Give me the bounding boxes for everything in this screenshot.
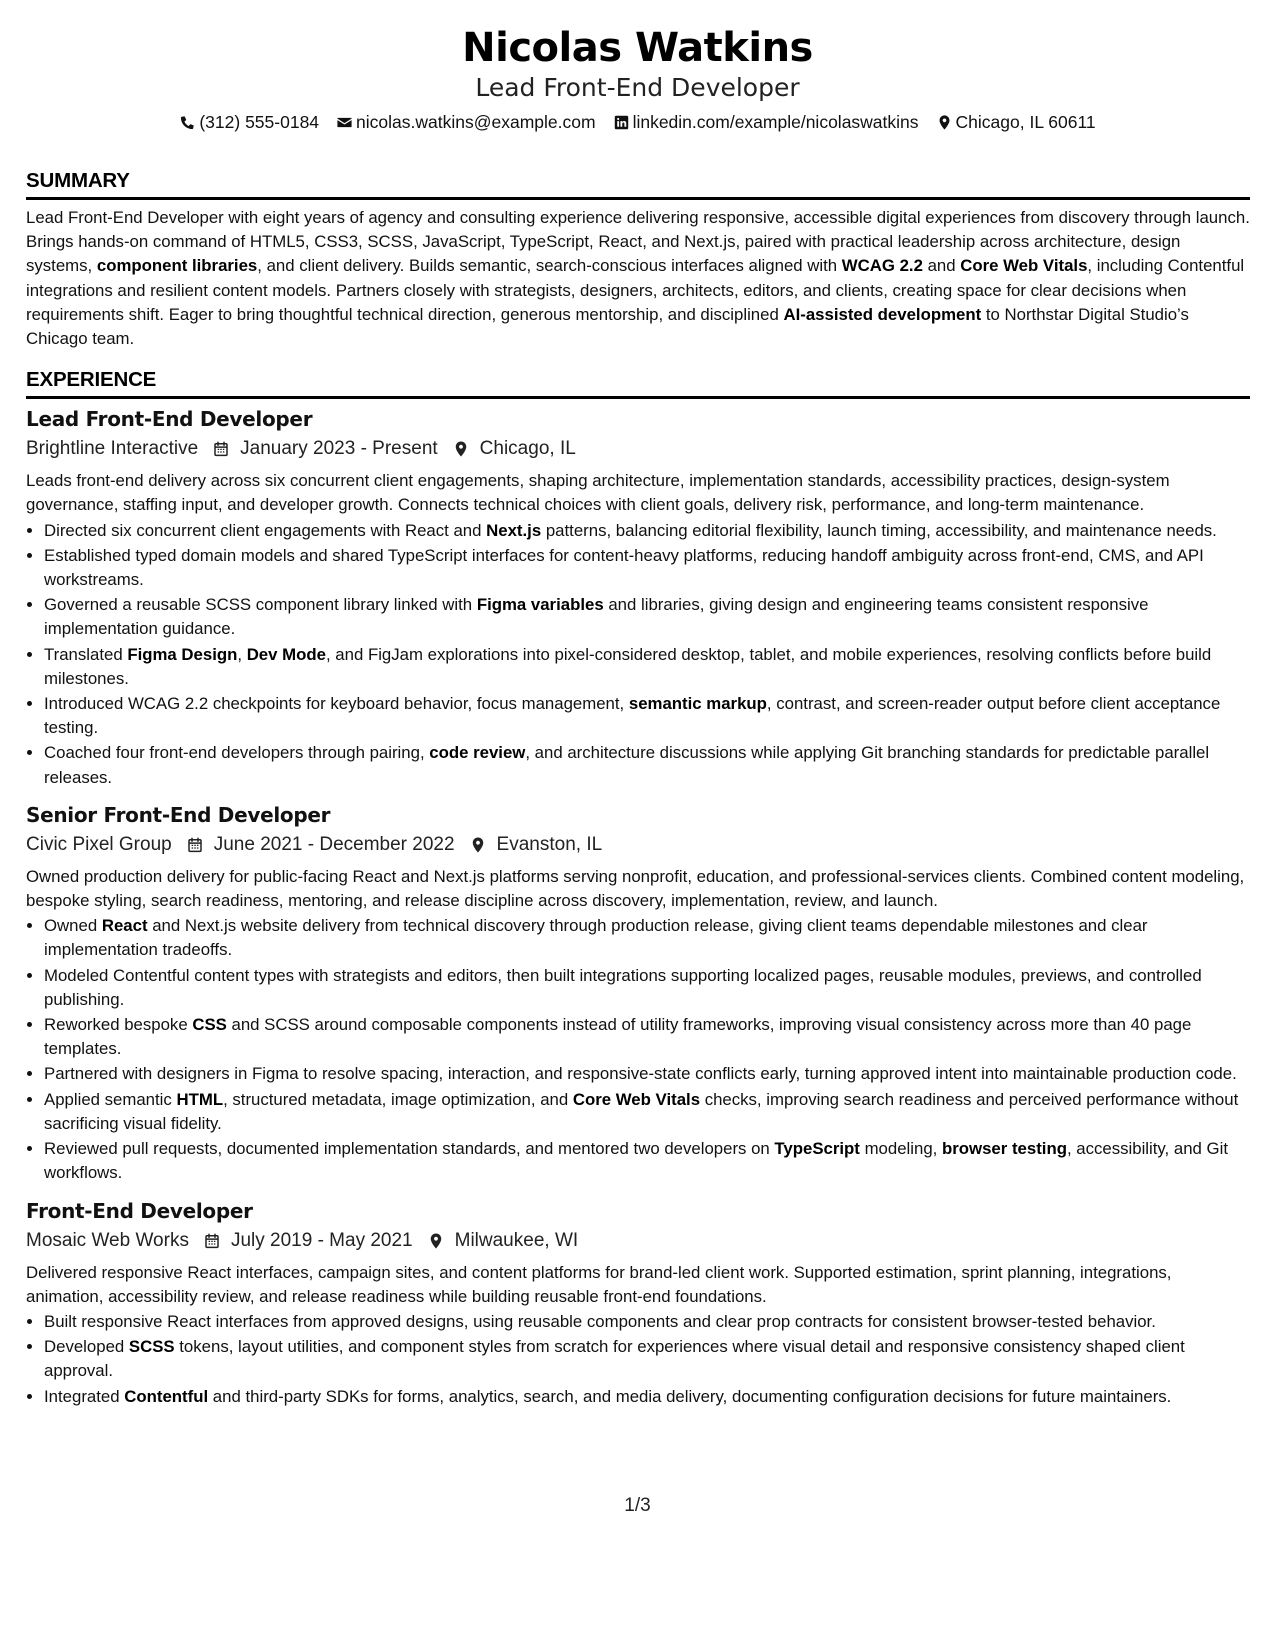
candidate-name: Nicolas Watkins [462,25,813,71]
company-name: Brightline Interactive [26,438,199,460]
job-bullet: • Directed six concurrent client engagements with React and Next.js patterns, balancing editorial flexibility, launch timing, accessibility, and maintenance needs. [44,519,1250,543]
email-icon [336,114,353,131]
emphasized-keyword: TypeScript [774,1139,860,1159]
contact-bar [0,111,1275,133]
company-name: Mosaic Web Works [26,1229,189,1251]
job-bullet: • Introduced WCAG 2.2 checkpoints for keyboard behavior, focus management, semantic markup, contrast, and screen-reader output before client acceptance testing. [44,692,1250,740]
summary-text: Lead Front-End Developer with eight years of agency and consulting experience delivering responsive, accessible digital experiences from discovery through launch. Brings hands-on command of HTML5, CSS3, SCSS, JavaScript, TypeScript, React, and Next.js, paired with practical leadership across architecture, design systems, component libraries, and client delivery. Builds semantic, search-conscious interfaces aligned with WCAG 2.2 and Core Web Vitals, including Contentful integrations and resilient content models. Partners closely with strategists, designers, architects, editors, and clients, creating space for clear decisions when requirements shift. Eager to bring thoughtful technical direction, generous mentorship, and disciplined AI-assisted development to Northstar Digital Studio’s Chicago team. [26,208,1250,349]
emphasized-keyword: HTML [176,1089,224,1109]
summary-section [26,168,1250,351]
calendar-icon [212,440,230,458]
location-item [469,832,603,858]
job-bullets [26,519,1250,790]
emphasized-keyword: Figma variables [476,595,604,615]
emphasized-keyword: Core Web Vitals [960,256,1088,276]
map-pin-icon [427,1232,445,1250]
company-item [26,832,172,858]
job-bullet: • Developed SCSS tokens, layout utilities, and component styles from scratch for experiences where visual detail and responsive consistency shaped client approval. [44,1335,1250,1383]
job-bullets [26,914,1250,1185]
job-bullet: • Owned React and Next.js website delivery from technical discovery through production release, giving client teams dependable milestones and clear implementation tradeoffs. [44,914,1250,962]
location-text: Chicago, IL 60611 [955,112,1096,132]
job-title: Front-End Developer [26,1198,253,1223]
job-bullet: • Governed a reusable SCSS component library linked with Figma variables and libraries, giving design and engineering teams consistent responsive implementation guidance. [44,593,1250,641]
experience-section [26,367,1250,1409]
job-bullet: • Coached four front-end developers through pairing, code review, and architecture discussions while applying Git branching standards for predictable parallel releases. [44,741,1250,789]
calendar-icon [203,1232,221,1250]
job-bullet: • Applied semantic HTML, structured metadata, image optimization, and Core Web Vitals checks, improving search readiness and perceived performance without sacrificing visual fidelity. [44,1088,1250,1136]
job-entry [26,802,1250,1186]
dates-item [203,1228,413,1254]
contact-email[interactable] [336,111,596,133]
emphasized-keyword: browser testing [942,1139,1067,1159]
map-pin-icon [452,440,470,458]
job-title: Senior Front-End Developer [26,802,331,827]
job-bullet: • Reworked bespoke CSS and SCSS around composable components instead of utility frameworks, improving visual consistency across more than 40 page templates. [44,1013,1250,1061]
emphasized-keyword: Dev Mode [246,644,326,664]
job-bullet: • Translated Figma Design, Dev Mode, and FigJam explorations into pixel-considered desktop, tablet, and mobile experiences, resolving conflicts before build milestones. [44,643,1250,691]
emphasized-keyword: SCSS [128,1337,175,1357]
job-description: Owned production delivery for public-facing React and Next.js platforms serving nonprofit, education, and professional-services clients. Combined content modeling, bespoke styling, search readiness, mentoring, and release discipline across discovery, implementation, review, and launch. [26,866,1245,911]
emphasized-keyword: Next.js [486,520,542,540]
location-item [452,436,576,462]
job-entry [26,406,1250,790]
company-item [26,436,198,462]
company-item [26,1228,189,1254]
phone-number: (312) 555-0184 [199,112,320,132]
job-bullet: • Integrated Contentful and third-party SDKs for forms, analytics, search, and media delivery, documenting configuration decisions for future maintainers. [44,1385,1250,1409]
job-bullet: • Built responsive React interfaces from approved designs, using reusable components and clear prop contracts for consistent browser-tested behavior. [44,1310,1250,1334]
job-bullets [26,1310,1250,1409]
job-bullet: • Modeled Contentful content types with strategists and editors, then built integrations supporting localized pages, reusable modules, previews, and controlled publishing. [44,964,1250,1012]
dates-item [212,436,438,462]
company-name: Civic Pixel Group [26,833,172,855]
job-dates: June 2021 - December 2022 [213,833,455,855]
linkedin-icon [613,114,630,131]
emphasized-keyword: component libraries [96,256,258,276]
job-description: Leads front-end delivery across six concurrent client engagements, shaping architecture, implementation standards, accessibility practices, design-system governance, staffing input, and developer growth. Connects technical choices with client goals, delivery risk, performance, and long-term maintenance. [26,471,1170,515]
emphasized-keyword: Contentful [124,1386,209,1406]
phone-icon [179,114,196,131]
email-address[interactable]: nicolas.watkins@example.com [356,112,596,132]
emphasized-keyword: AI-assisted development [783,304,982,324]
emphasized-keyword: React [101,916,148,936]
page-number: 1/3 [624,1495,651,1516]
emphasized-keyword: semantic markup [628,694,767,714]
job-description: Delivered responsive React interfaces, campaign sites, and content platforms for brand-led client work. Supported estimation, sprint planning, integrations, animation, accessibility review, and release readiness while building reusable front-end foundations. [26,1262,1172,1306]
emphasized-keyword: WCAG 2.2 [841,256,923,276]
job-bullet: • Partnered with designers in Figma to resolve spacing, interaction, and responsive-state conflicts early, turning approved intent into maintainable production code. [44,1062,1250,1086]
contact-location [936,111,1096,133]
emphasized-keyword: code review [429,743,526,763]
calendar-icon [186,836,204,854]
job-title: Lead Front-End Developer [26,407,313,432]
location-icon [936,114,953,131]
job-entry [26,1198,1250,1409]
job-bullet: • Established typed domain models and shared TypeScript interfaces for content-heavy platforms, reducing handoff ambiguity across front-end, CMS, and API workstreams. [44,544,1250,592]
job-dates: July 2019 - May 2021 [230,1229,413,1251]
resume-body [26,168,1250,1425]
job-location: Evanston, IL [496,833,603,855]
summary-heading: SUMMARY [26,168,1250,200]
job-location: Milwaukee, WI [454,1229,579,1251]
location-item [427,1228,579,1254]
experience-heading: EXPERIENCE [26,367,1250,399]
contact-phone [179,111,319,133]
map-pin-icon [469,836,487,854]
job-meta [26,436,1250,462]
job-dates: January 2023 - Present [240,438,438,460]
dates-item [186,832,455,858]
candidate-headline: Lead Front-End Developer [475,73,800,102]
resume-header [0,0,1275,133]
job-bullet: • Reviewed pull requests, documented implementation standards, and mentored two developers on TypeScript modeling, browser testing, accessibility, and Git workflows. [44,1137,1250,1185]
linkedin-url[interactable]: linkedin.com/example/nicolaswatkins [632,112,919,132]
job-location: Chicago, IL [479,438,576,460]
emphasized-keyword: Figma Design [127,644,238,664]
job-meta [26,832,1250,858]
emphasized-keyword: CSS [192,1015,227,1035]
emphasized-keyword: Core Web Vitals [572,1089,701,1109]
job-meta [26,1228,1250,1254]
contact-linkedin[interactable] [613,111,919,133]
